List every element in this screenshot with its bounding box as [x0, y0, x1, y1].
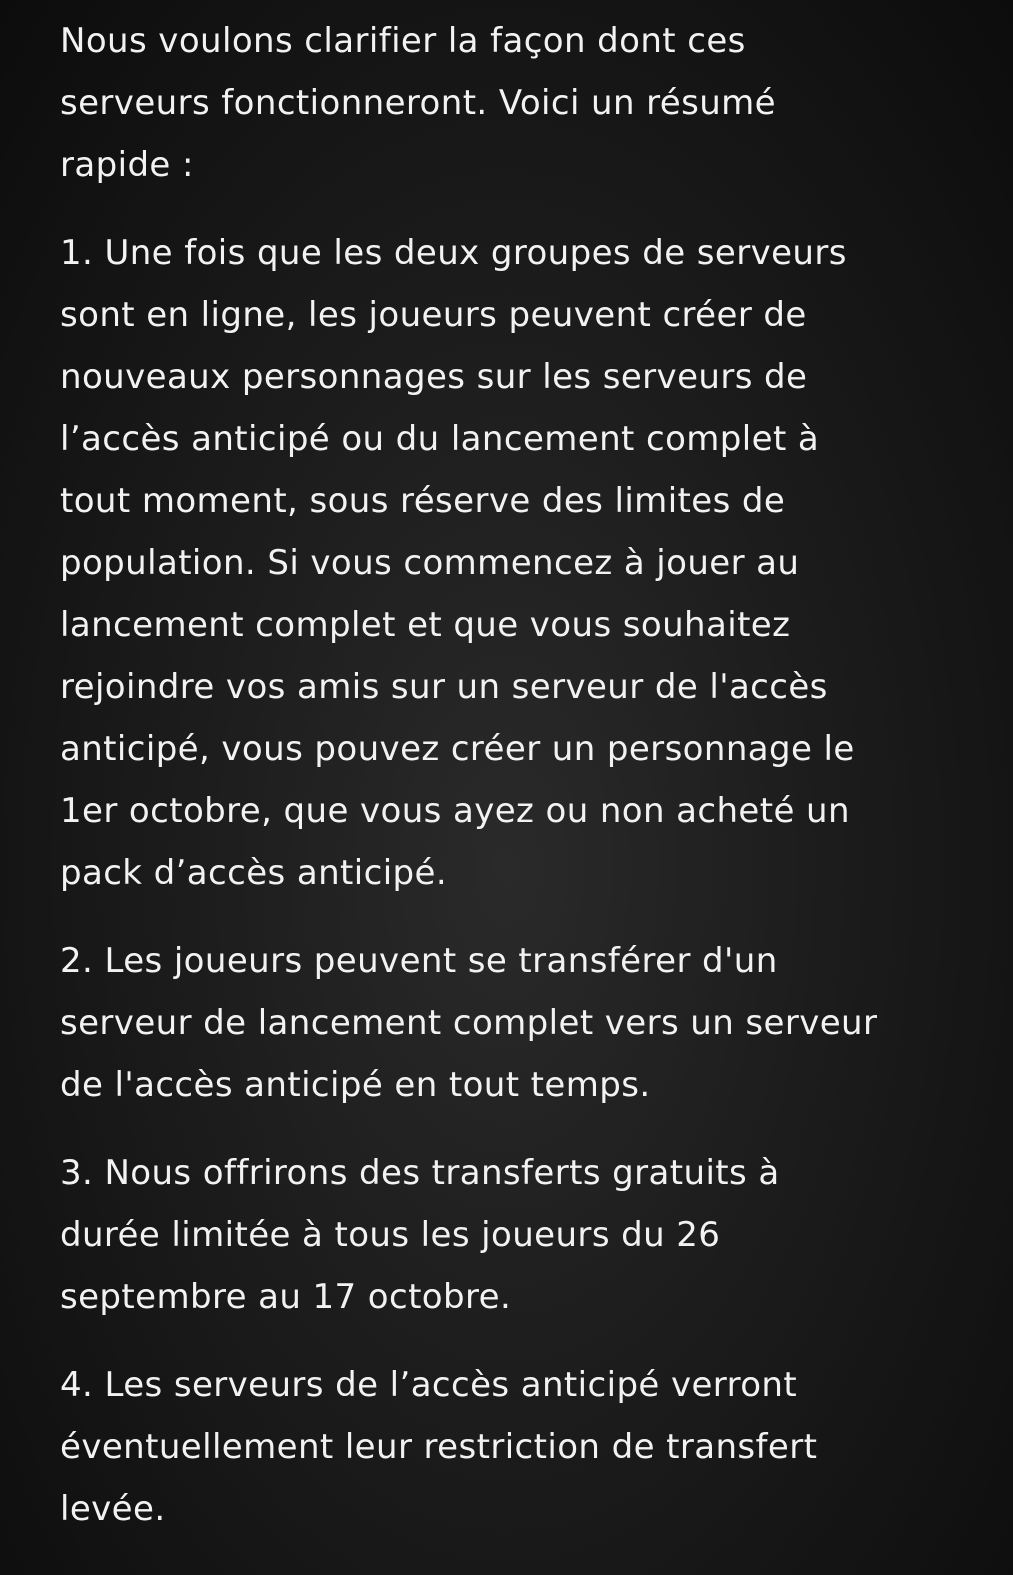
point-4-paragraph: 4. Les serveurs de l’accès anticipé verront éventuellement leur restriction de transfert levée. [60, 1365, 818, 1529]
point-3-paragraph: 3. Nous offrirons des transferts gratuits à durée limitée à tous les joueurs du 26 septembre au 17 octobre. [60, 1153, 780, 1317]
announcement-text [60, 10, 1005, 1566]
intro-paragraph: Nous voulons clarifier la façon dont ces serveurs fonctionneront. Voici un résumé rapide : [60, 21, 777, 185]
point-1-paragraph: 1. Une fois que les deux groupes de serveurs sont en ligne, les joueurs peuvent créer de nouveaux personnages sur les serveurs de l’accès anticipé ou du lancement complet à tout moment, sous réserve des limites de population. Si vous commencez à jouer au lancement complet et que vous souhaitez rejoindre vos amis sur un serveur de l'accès anticipé, vous pouvez créer un personnage le 1er octobre, que vous ayez ou non acheté un pack d’accès anticipé. [60, 233, 855, 893]
point-2-paragraph: 2. Les joueurs peuvent se transférer d'un serveur de lancement complet vers un serveur de l'accès anticipé en tout temps. [60, 941, 878, 1105]
